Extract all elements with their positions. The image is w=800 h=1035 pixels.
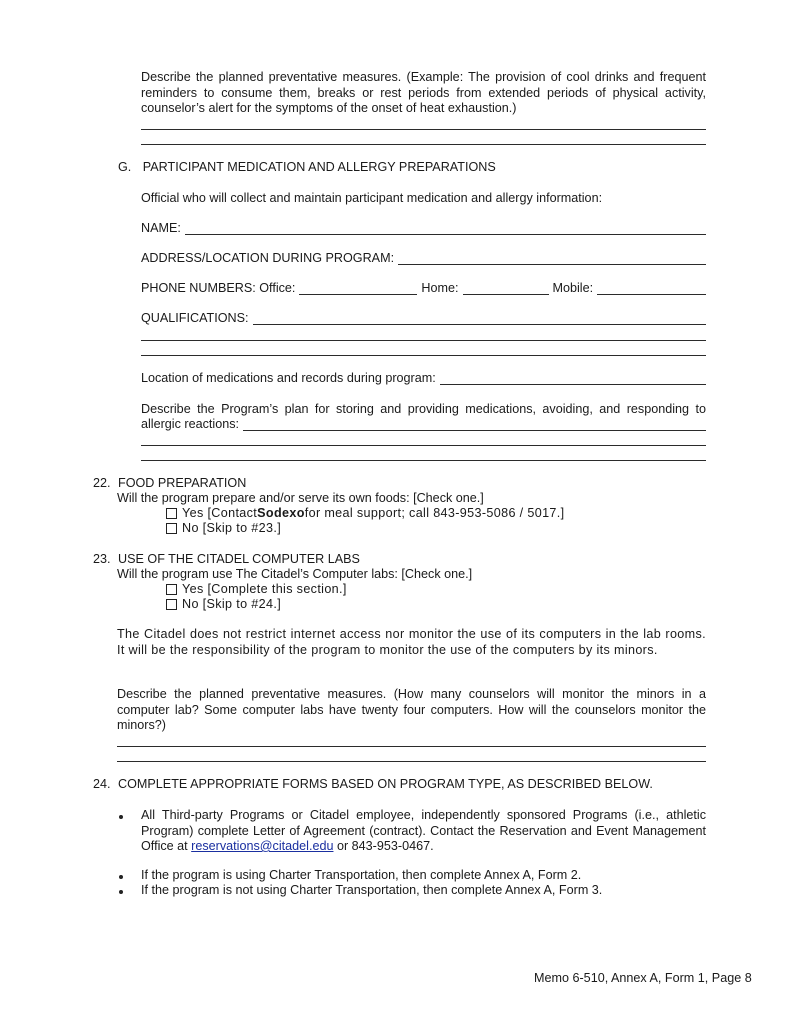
section-24-title: COMPLETE APPROPRIATE FORMS BASED ON PROGRAM TYPE, AS DESCRIBED BELOW. [118, 777, 653, 791]
allergy-plan-text-line1: Describe the Program’s plan for storing and providing medications, avoiding, and responding to [141, 402, 706, 416]
address-label: ADDRESS/LOCATION DURING PROGRAM: [141, 251, 395, 265]
phone-office-label: PHONE NUMBERS: Office: [141, 281, 296, 295]
section-22-heading [93, 476, 246, 490]
section-g-letter: G. [118, 160, 132, 174]
page-footer: Memo 6-510, Annex A, Form 1, Page 8 [534, 971, 752, 985]
phone-mobile-input-line[interactable] [597, 282, 706, 295]
bullet-icon [119, 815, 123, 819]
name-input-line[interactable] [185, 222, 706, 235]
section-22-number: 22. [93, 476, 111, 490]
allergy-plan-row [141, 417, 706, 432]
medication-location-label: Location of medications and records during program: [141, 371, 436, 385]
section-24-number: 24. [93, 777, 111, 791]
qualifications-input-line[interactable] [253, 312, 706, 325]
section-24-heading [93, 777, 653, 791]
forms-bullet-3: If the program is not using Charter Transportation, then complete Annex A, Form 3. [141, 883, 603, 897]
computer-lab-option-no-label: No [Skip to #24.] [182, 597, 282, 611]
computer-lab-option-yes-label: Yes [Complete this section.] [182, 582, 347, 596]
phone-office-input-line[interactable] [299, 282, 417, 295]
forms-bullet-1 [141, 808, 706, 855]
allergy-plan-label: allergic reactions: [141, 417, 239, 431]
allergy-plan-answer-line-2[interactable] [141, 445, 706, 446]
heat-measures-answer-line-2[interactable] [141, 144, 706, 145]
computer-lab-answer-line-2[interactable] [117, 761, 706, 762]
official-label: Official who will collect and maintain participant medication and allergy information: [141, 191, 603, 205]
reservations-email-link[interactable]: reservations@citadel.edu [191, 839, 334, 853]
qualifications-label: QUALIFICATIONS: [141, 311, 249, 325]
phone-numbers-row [141, 281, 706, 296]
checkbox-computer-lab-no[interactable] [166, 599, 177, 610]
food-option-no[interactable] [166, 521, 281, 535]
bullet-icon [119, 875, 123, 879]
food-option-no-label: No [Skip to #23.] [182, 521, 282, 535]
computer-lab-measures-description: Describe the planned preventative measures. (How many counselors will monitor the minors in a computer lab? Some computer labs have twenty four computers. How will the counselors monitor the minors?) [117, 687, 706, 732]
allergy-plan-answer-line-3[interactable] [141, 460, 706, 461]
forms-bullet-2: If the program is using Charter Transportation, then complete Annex A, Form 2. [141, 868, 582, 882]
medication-location-row [141, 371, 706, 386]
computer-lab-question: Will the program use The Citadel’s Computer labs: [Check one.] [117, 567, 473, 581]
section-23-number: 23. [93, 552, 111, 566]
forms-bullet-1-phone: or 843-953-0467. [333, 839, 434, 853]
medication-location-input-line[interactable] [440, 372, 706, 385]
section-23-title: USE OF THE CITADEL COMPUTER LABS [118, 552, 360, 566]
computer-lab-option-yes[interactable] [166, 582, 347, 596]
food-option-yes-vendor: Sodexo [257, 506, 305, 520]
computer-lab-notice: The Citadel does not restrict internet access nor monitor the use of its computers in the lab rooms. It will be the responsibility of the program to monitor the use of the computers by its minors. [117, 627, 706, 657]
qualifications-answer-line-2[interactable] [141, 340, 706, 341]
heat-measures-answer-line-1[interactable] [141, 129, 706, 130]
section-23-heading [93, 552, 360, 566]
heat-measures-description: Describe the planned preventative measures. (Example: The provision of cool drinks and frequent reminders to consume them, breaks or rest periods from extended periods of physical activity, counselor’s alert for the symptoms of the onset of heat exhaustion.) [141, 70, 706, 115]
food-option-yes-suffix: for meal support; call 843-953-5086 / 5017.] [304, 506, 565, 520]
phone-mobile-label: Mobile: [552, 281, 594, 295]
qualifications-answer-line-3[interactable] [141, 355, 706, 356]
bullet-icon [119, 890, 123, 894]
computer-lab-answer-line-1[interactable] [117, 746, 706, 747]
qualifications-row [141, 311, 706, 326]
computer-lab-option-no[interactable] [166, 597, 281, 611]
food-option-yes-prefix: Yes [Contact [182, 506, 258, 520]
checkbox-computer-lab-yes[interactable] [166, 584, 177, 595]
food-question: Will the program prepare and/or serve its own foods: [Check one.] [117, 491, 484, 505]
forms-bullet-1-text: All Third-party Programs or Citadel employee, independently sponsored Programs (i.e., athletic Program) complete Letter of Agreement (contract). Contact the Reservation and Event Management Office at [141, 808, 706, 853]
allergy-plan-input-line[interactable] [243, 418, 706, 431]
section-g-heading [118, 160, 496, 174]
food-option-yes[interactable] [166, 506, 564, 520]
address-input-line[interactable] [398, 252, 706, 265]
section-g-title: PARTICIPANT MEDICATION AND ALLERGY PREPARATIONS [142, 160, 496, 174]
checkbox-food-no[interactable] [166, 523, 177, 534]
section-22-title: FOOD PREPARATION [118, 476, 247, 490]
checkbox-food-yes[interactable] [166, 508, 177, 519]
phone-home-label: Home: [421, 281, 459, 295]
name-field-row [141, 221, 706, 236]
phone-home-input-line[interactable] [463, 282, 549, 295]
name-label: NAME: [141, 221, 181, 235]
address-field-row [141, 251, 706, 266]
